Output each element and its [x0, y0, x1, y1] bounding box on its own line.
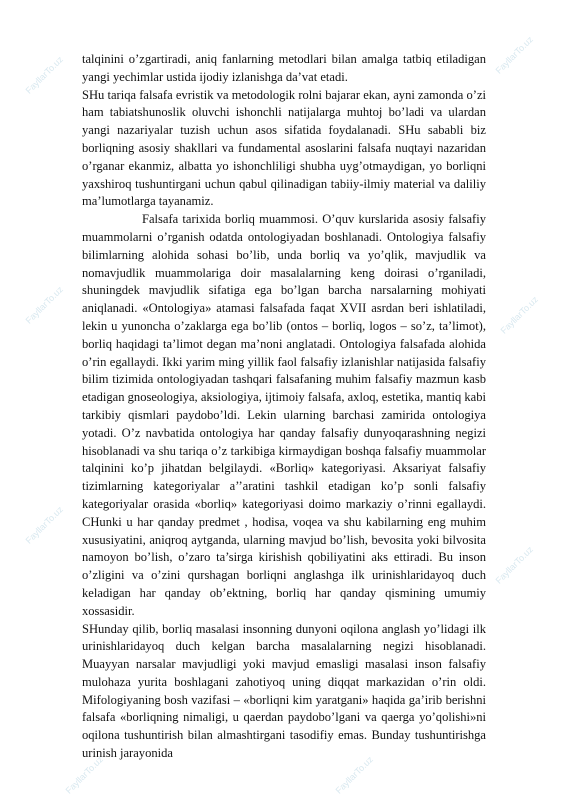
watermark: FayllarTo.uz: [63, 754, 105, 796]
watermark: FayllarTo.uz: [23, 54, 65, 96]
body-text: [82, 51, 486, 763]
watermark: FayllarTo.uz: [498, 294, 540, 336]
watermark: FayllarTo.uz: [333, 754, 375, 796]
watermark: FayllarTo.uz: [493, 34, 535, 76]
watermark: FayllarTo.uz: [23, 504, 65, 546]
paragraph: SHunday qilib, borliq masalasi insonning dunyoni oqilona anglash yo’lidagi ilk urinishlaridayoq duch kelgan barcha masalalarning negizi hisoblanadi. Muayyan narsalar mavjudligi yoki mavjud emasligi masalasi inson falsafiy mulohaza yurita boshlagani zahotiyoq uning diqqat markazidan o’rin oldi. Mifologiyaning bosh vazifasi – «borliqni kim yaratgani» haqida ga’irib berishni falsafa «borliqning nimaligi, u qaerdan paydobo’lgani va qaerga yo’qolishi»ni oqilona tushuntirish bilan almashtirgani tasodifiy emas. Bunday tushuntirishga urinish jarayonida: [82, 621, 486, 761]
paragraph: talqinini o’zgartiradi, aniq fanlarning metodlari bilan amalga tatbiq etiladigan yangi yechimlar ustida ijodiy izlanishga da’vat etadi.: [82, 52, 486, 84]
watermark: FayllarTo.uz: [23, 284, 65, 326]
paragraph: SHu tariqa falsafa evristik va metodologik rolni bajarar ekan, ayni zamonda o’zi ham tabiatshunoslik oluvchi ishonchli natijalarga muhtoj bo’ladi va ulardan yangi nazariyalar tuzish uchun asos sifatida foydalanadi. SHu sababli biz borliqning asosiy shakllari va fundamental asoslarini falsafa nuqtayi nazaridan o’rganar ekanmiz, albatta yo ishonchliligi shubha uyg’otmaydigan, yo borliqni yaxshiroq tushuntirgani uchun qabul qilinadigan tabiiy-ilmiy material va daliliy ma’lumotlarga tayanamiz.: [82, 87, 486, 209]
paragraph: Falsafa tarixida borliq muammosi. O’quv kurslarida asosiy falsafiy muammolarni o’rganish odatda ontologiyadan boshlanadi. Ontologiya falsafiy bilimlarning alohida sohasi bo’lib, unda borliq va yo’qlik, mavjudlik va nomavjudlik muammolariga doir masalalarning keng doirasi o’rganiladi, shuningdek mavjudlik sifatiga ega bo’lgan barcha narsalarning mohiyati aniqlanadi. «Ontologiya» atamasi falsafada faqat XVII asrdan beri ishlatiladi, lekin u yunoncha o’zaklarga ega bo’lib (ontos – borliq, logos – so’z, ta’limot), borliq haqidagi ta’limot degan ma’noni anglatadi. Ontologiya falsafada alohida o’rin egallaydi. Ikki yarim ming yillik faol falsafiy izlanishlar natijasida falsafiy bilim tizimida ontologiyadan tashqari falsafaning muhim falsafiy mazmun kasb etadigan gnoseologiya, aksiologiya, ijtimoiy falsafa, axloq, estetika, mantiq kabi tarkibiy qismlari paydobo’ldi. Lekin ularning barchasi zamirida ontologiya yotadi. O’z navbatida ontologiya har qanday falsafiy dunyoqarashning negizi hisoblanadi va shu tariqa o’z tarkibiga kirmaydigan boshqa falsafiy muammolar talqinini ko’p jihatdan belgilaydi. «Borliq» kategoriyasi. Aksariyat falsafiy tizimlarning kategoriyalar a’’aratini tashkil etadigan ko’p sonli falsafiy kategoriyalar orasida «borliq» kategoriyasi doimo markaziy o’rinni egallaydi. CHunki u har qanday predmet , hodisa, voqea va shu kabilarning eng muhim xususiyatini, aniqroq aytganda, ularning mavjud bo’lish, bevosita yoki bilvosita namoyon bo’lish, o’zaro ta’sirga kirishish qobiliyatini aks ettiradi. Bu inson o’zligini va o’zini qurshagan borliqni anglashga ilk urinishlaridayoq duch keladigan har qanday ob’ektning, borliq har qanday qismining umumiy xossasidir.: [82, 212, 486, 618]
watermark: FayllarTo.uz: [493, 544, 535, 586]
